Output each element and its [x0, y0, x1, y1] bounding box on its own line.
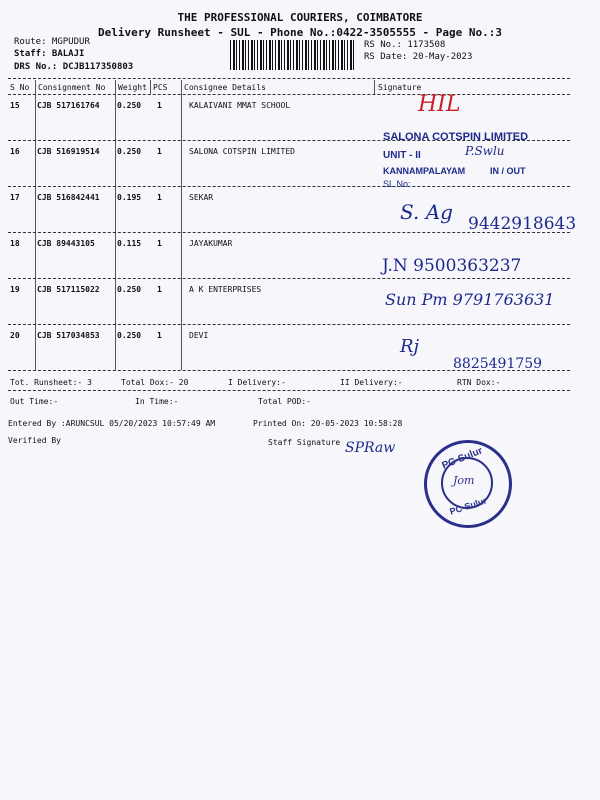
table-row-consignment: CJB 517034853 [37, 331, 100, 340]
stamp-unit: UNIT - II [383, 150, 421, 161]
rs-date: RS Date: 20-May-2023 [364, 52, 473, 62]
table-row-sno: 19 [10, 285, 20, 294]
total-runsheet: Tot. Runsheet:- 3 [10, 378, 92, 387]
table-row-consignee: DEVI [189, 331, 209, 340]
table-row-pcs: 1 [157, 101, 162, 110]
i-delivery: I Delivery:- [228, 378, 286, 387]
page-title: THE PROFESSIONAL COURIERS, COIMBATORE [177, 11, 423, 24]
post-office-stamp [424, 440, 512, 528]
route-label: Route: MGPUDUR [14, 37, 90, 47]
col-pcs: PCS [153, 83, 168, 92]
col-consignee: Consignee Details [184, 83, 266, 92]
table-row-pcs: 1 [157, 331, 162, 340]
out-time: Out Time:- [10, 397, 59, 406]
barcode [230, 40, 356, 70]
table-row-consignee: SEKAR [189, 193, 214, 202]
stamp-inout: IN / OUT [490, 166, 526, 176]
table-row-weight: 0.250 [117, 331, 142, 340]
rtn-dox: RTN Dox:- [457, 378, 501, 387]
table-row-consignment: CJB 516842441 [37, 193, 100, 202]
ii-delivery: II Delivery:- [340, 378, 403, 387]
staff-label: Staff: BALAJI [14, 49, 85, 59]
col-weight: Weight [118, 83, 147, 92]
stamp-place: KANNAMPALAYAM [383, 166, 466, 176]
table-row-consignment: CJB 517161764 [37, 101, 100, 110]
phone-row-17: 9442918643 [468, 214, 577, 234]
table-row-pcs: 1 [157, 193, 162, 202]
verified-by: Verified By [8, 436, 61, 445]
total-pod: Total POD:- [258, 397, 311, 406]
company-stamp: SALONA COTSPIN LIMITED [383, 131, 529, 143]
in-time: In Time:- [135, 397, 179, 406]
table-row-consignee: JAYAKUMAR [189, 239, 233, 248]
table-row-pcs: 1 [157, 285, 162, 294]
table-row-sno: 20 [10, 331, 20, 340]
staff-signature-label: Staff Signature [268, 438, 341, 447]
drs-number: DRS No.: DCJB117350803 [14, 62, 134, 72]
col-signature: Signature [378, 83, 422, 92]
stamp-top-text: PC-Sulur [440, 445, 485, 472]
table-row-weight: 0.195 [117, 193, 142, 202]
stamp-center-text: Jom [453, 474, 475, 487]
table-row-sno: 16 [10, 147, 20, 156]
signature-row-15: HIL [418, 92, 461, 117]
staff-signature: SPRaw [345, 440, 396, 456]
table-row-consignee: SALONA COTSPIN LIMITED [189, 147, 295, 156]
table-row-weight: 0.115 [117, 239, 142, 248]
table-row-consignment: CJB 517115022 [37, 285, 100, 294]
table-row-pcs: 1 [157, 147, 162, 156]
table-row-sno: 15 [10, 101, 20, 110]
signature-row-18: J.N 9500363237 [382, 256, 522, 276]
rs-number: RS No.: 1173508 [364, 40, 446, 50]
table-row-weight: 0.250 [117, 101, 142, 110]
phone-row-20: 8825491759 [453, 356, 543, 372]
entered-by: Entered By :ARUNCSUL 05/20/2023 10:57:49 AM [8, 419, 216, 428]
table-row-weight: 0.250 [117, 147, 142, 156]
signature-row-16: P.Swlu [465, 144, 505, 158]
table-row-pcs: 1 [157, 239, 162, 248]
table-row-weight: 0.250 [117, 285, 142, 294]
signature-row-17: S. Ag [400, 200, 453, 224]
stamp-slno: SL.No: [383, 179, 411, 189]
stamp-bottom-text: PC-Sulur [448, 495, 489, 517]
total-dox: Total Dox:- 20 [121, 378, 189, 387]
signature-row-20: Rj [400, 336, 420, 357]
table-row-sno: 18 [10, 239, 20, 248]
table-row-consignee: KALAIVANI MMAT SCHOOL [189, 101, 291, 110]
table-row-sno: 17 [10, 193, 20, 202]
table-row-consignment: CJB 89443105 [37, 239, 95, 248]
runsheet-subtitle: Delivery Runsheet - SUL - Phone No.:0422-3505555 - Page No.:3 [98, 26, 502, 39]
col-consignment: Consignment No [38, 83, 106, 92]
signature-row-19: Sun Pm 9791763631 [385, 290, 555, 309]
table-row-consignee: A K ENTERPRISES [189, 285, 262, 294]
printed-on: Printed On: 20-05-2023 10:58:28 [253, 419, 403, 428]
table-row-consignment: CJB 516919514 [37, 147, 100, 156]
col-sno: S No [10, 83, 30, 92]
